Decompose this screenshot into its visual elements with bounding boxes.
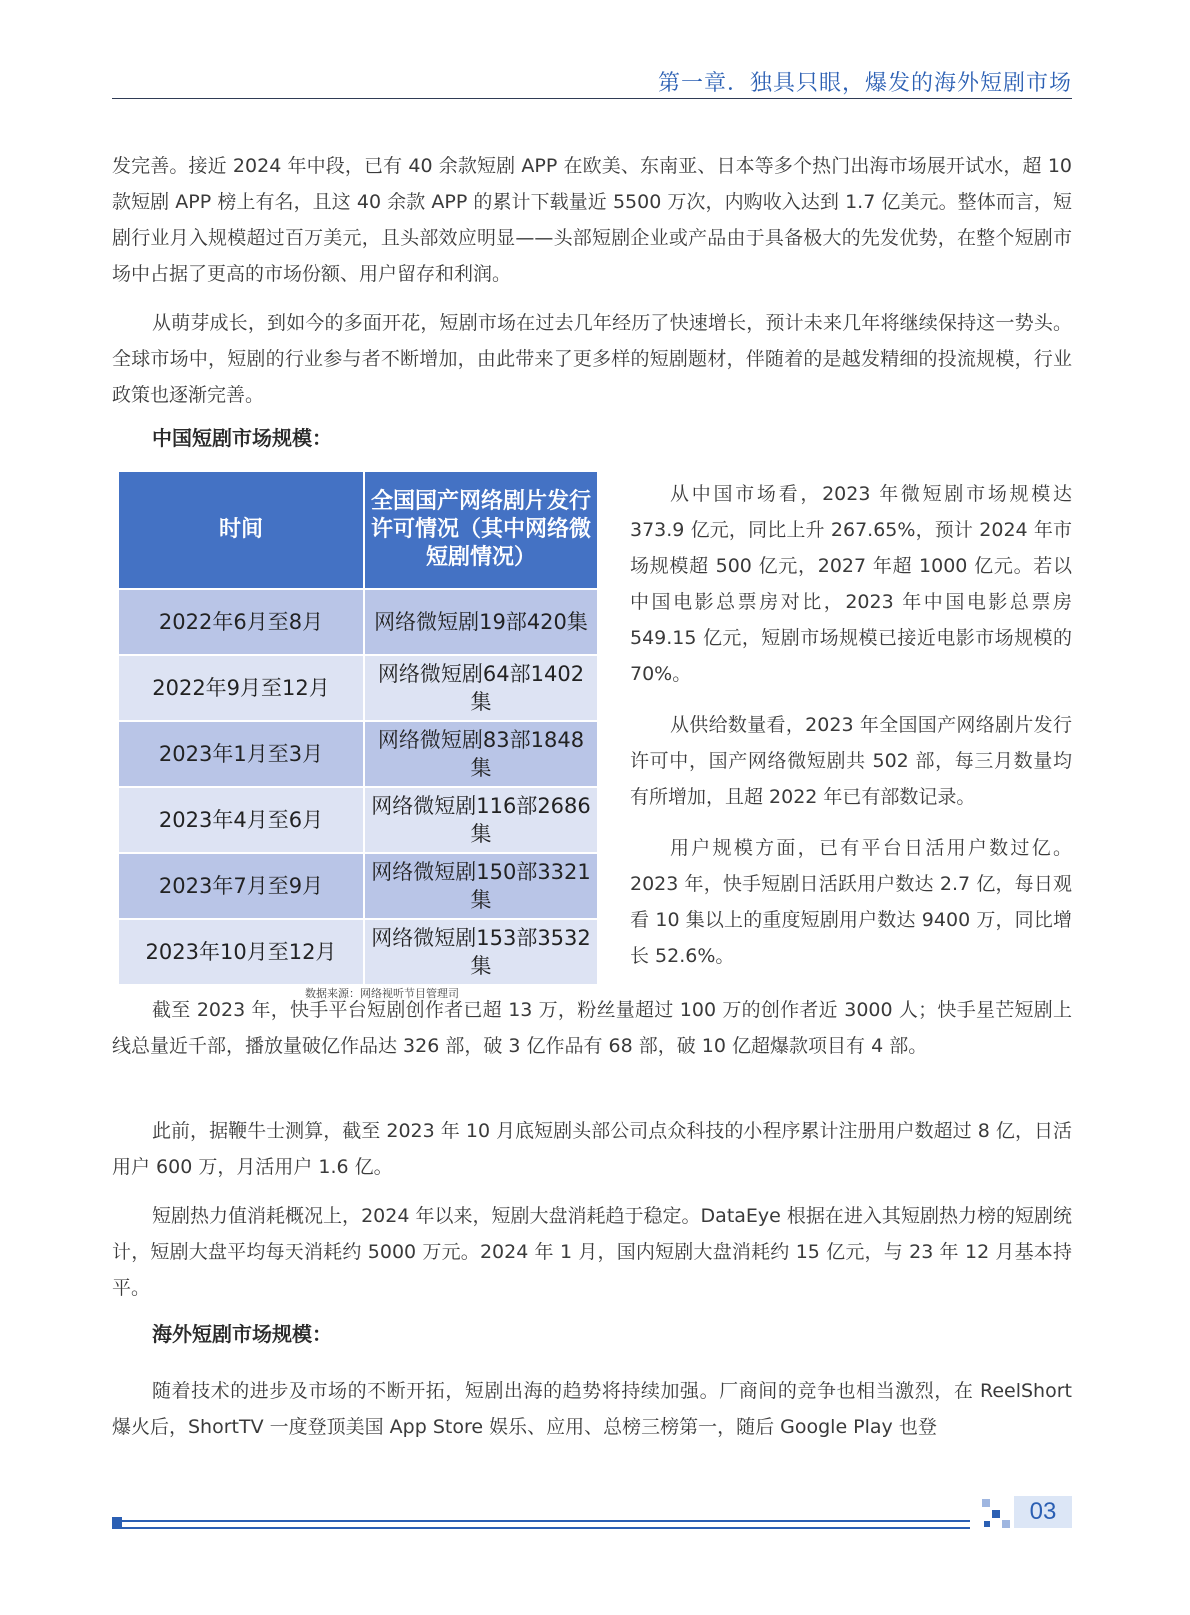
paragraph-5: 短剧热力值消耗概况上，2024 年以来，短剧大盘消耗趋于稳定。DataEye 根据在进入其短剧热力榜的短剧统计，短剧大盘平均每天消耗约 5000 万元。2024 年 1 月，国内短剧大盘消耗约 15 亿元，与 23 年 12 月基本持平。 xyxy=(112,1205,1072,1299)
pixel-decoration-icon xyxy=(982,1499,990,1507)
table-cell-count: 网络微短剧116部2686集 xyxy=(364,787,598,853)
table-row xyxy=(118,721,598,787)
paragraph-4: 此前，据鞭牛士测算，截至 2023 年 10 月底短剧头部公司点众科技的小程序累计注册用户数超过 8 亿，日活用户 600 万，月活用户 1.6 亿。 xyxy=(112,1120,1072,1178)
page-number: 03 xyxy=(1029,1498,1057,1525)
table-cell-period: 2023年10月至12月 xyxy=(118,919,364,985)
chapter-title: 第一章．独具只眼，爆发的海外短剧市场 xyxy=(657,71,1072,96)
paragraph-3: 截至 2023 年，快手平台短剧创作者已超 13 万，粉丝量超过 100 万的创作者近 3000 人；快手星芒短剧上线总量近千部，播放量破亿作品达 326 部，破 3 亿作品有 68 部，破 10 亿超爆款项目有 4 部。 xyxy=(112,999,1072,1057)
table-cell-period: 2023年1月至3月 xyxy=(118,721,364,787)
table-cell-count: 网络微短剧64部1402集 xyxy=(364,655,598,721)
page-header xyxy=(112,60,1072,99)
paragraph-6: 随着技术的进步及市场的不断开拓，短剧出海的趋势将持续加强。厂商间的竞争也相当激烈，在 ReelShort 爆火后，ShortTV 一度登顶美国 App Store 娱乐、应用、总榜三榜第一，随后 Google Play 也登 xyxy=(112,1380,1072,1438)
table-header-row xyxy=(118,471,598,589)
table-row xyxy=(118,655,598,721)
pixel-decoration-icon xyxy=(984,1521,990,1527)
pixel-decoration-icon xyxy=(992,1510,1000,1518)
side-paragraph-market: 从中国市场看，2023 年微短剧市场规模达 373.9 亿元，同比上升 267.65%，预计 2024 年市场规模超 500 亿元，2027 年超 1000 亿元。若以中国电影总票房对比，2023 年中国电影总票房 549.15 亿元，短剧市场规模已接近电影市场规模的 70%。 xyxy=(630,483,1072,685)
pixel-decoration-icon xyxy=(1002,1520,1010,1528)
table-cell-period: 2023年7月至9月 xyxy=(118,853,364,919)
section-heading-china: 中国短剧市场规模： xyxy=(152,426,332,450)
table-row xyxy=(118,787,598,853)
paragraph-1: 发完善。接近 2024 年中段，已有 40 余款短剧 APP 在欧美、东南亚、日本等多个热门出海市场展开试水，超 10 款短剧 APP 榜上有名，且这 40 余款 APP 的累计下载量近 5500 万次，内购收入达到 1.7 亿美元。整体而言，短剧行业月入规模超过百万美元，且头部效应明显——头部短剧企业或产品由于具备极大的先发优势，在整个短剧市场中占据了更高的市场份额、用户留存和利润。 xyxy=(112,155,1072,285)
table-cell-count: 网络微短剧19部420集 xyxy=(364,589,598,655)
side-paragraph-supply: 从供给数量看，2023 年全国国产网络剧片发行许可中，国产网络微短剧共 502 部，每三月数量均有所增加，且超 2022 年已有部数记录。 xyxy=(630,714,1072,808)
footer-rule xyxy=(112,1520,970,1529)
table-cell-period: 2022年9月至12月 xyxy=(118,655,364,721)
table-cell-count: 网络微短剧150部3321集 xyxy=(364,853,598,919)
table-cell-period: 2022年6月至8月 xyxy=(118,589,364,655)
table-cell-period: 2023年4月至6月 xyxy=(118,787,364,853)
table-row xyxy=(118,853,598,919)
table-row xyxy=(118,919,598,985)
table-header-license: 全国国产网络剧片发行许可情况（其中网络微短剧情况） xyxy=(364,471,598,589)
paragraph-2: 从萌芽成长，到如今的多面开花，短剧市场在过去几年经历了快速增长，预计未来几年将继续保持这一势头。全球市场中，短剧的行业参与者不断增加，由此带来了更多样的短剧题材，伴随着的是越发精细的投流规模，行业政策也逐渐完善。 xyxy=(112,312,1072,406)
table-cell-count: 网络微短剧153部3532集 xyxy=(364,919,598,985)
side-paragraph-users: 用户规模方面，已有平台日活用户数过亿。2023 年，快手短剧日活跃用户数达 2.7 亿，每日观看 10 集以上的重度短剧用户数达 9400 万，同比增长 52.6%。 xyxy=(630,837,1072,967)
section-heading-overseas: 海外短剧市场规模： xyxy=(152,1322,332,1346)
table-header-time: 时间 xyxy=(118,471,364,589)
table-row xyxy=(118,589,598,655)
table-source-note: 数据来源：网络视听节目管理司 xyxy=(305,987,459,1000)
license-table xyxy=(117,470,599,986)
table-cell-count: 网络微短剧83部1848集 xyxy=(364,721,598,787)
